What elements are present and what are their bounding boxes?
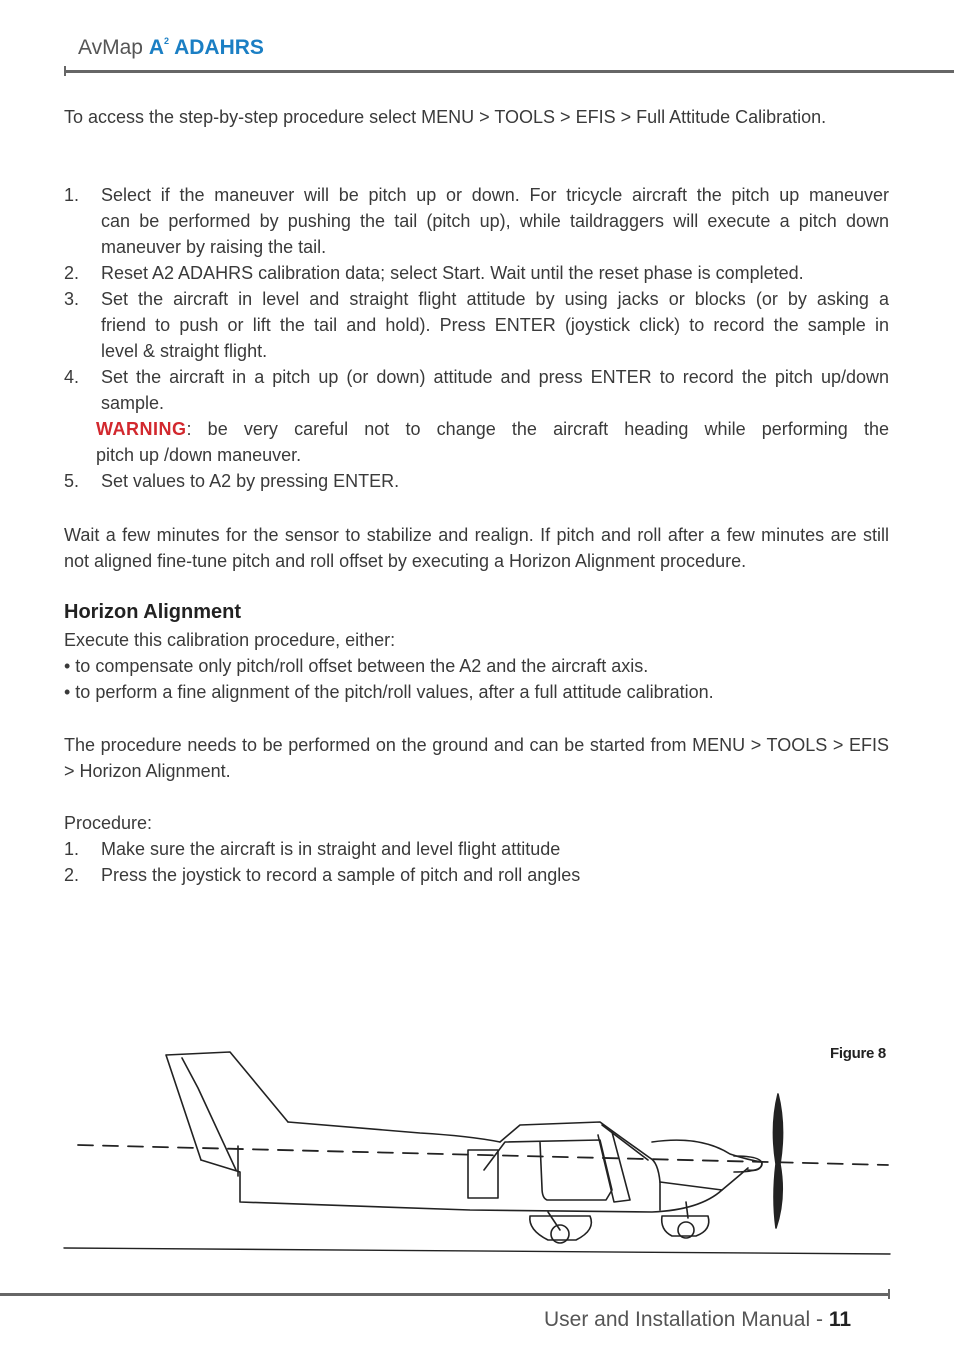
warning-note: WARNING: be very careful not to change the aircraft heading while performing the pitch up /down maneuver. [96, 419, 889, 465]
realign-paragraph: Wait a few minutes for the sensor to stabilize and realign. If pitch and roll after a few minutes are still not aligned fine-tune pitch and roll offset by executing a Horizon Alignment procedure. [64, 525, 889, 571]
step-number: 1. [64, 839, 80, 859]
intro-paragraph: To access the step-by-step procedure select MENU > TOOLS > EFIS > Full Attitude Calibration. [64, 107, 827, 127]
step-number: 1. [64, 185, 80, 205]
step-number: 2. [64, 865, 80, 885]
horizon-intro: Execute this calibration procedure, either: • to compensate only pitch/roll offset between the A2 and the aircraft axis. • to perform a fine alignment of the pitch/roll values, after a full attitude calibration. [64, 627, 889, 705]
page-number: 11 [828, 1308, 852, 1331]
propeller [773, 1094, 782, 1228]
step-4: Set the aircraft in a pitch up (or down) attitude and press ENTER to record the pitch up/down sample. [101, 367, 889, 413]
step-1: Select if the maneuver will be pitch up or down. For tricycle aircraft the pitch up maneuver can be performed by pushing the tail (pitch up), while taildraggers will execute a pitch down maneuver by raising the tail. [101, 185, 889, 257]
cowling [652, 1140, 762, 1190]
section-heading: Horizon Alignment [64, 601, 242, 623]
footer-rule-tick [888, 1289, 890, 1299]
procedure-step-2: Press the joystick to record a sample of pitch and roll angles [101, 865, 581, 885]
header-brand [78, 36, 264, 60]
procedure-label: Procedure: [64, 813, 153, 833]
header-rule [64, 70, 954, 73]
aircraft-figure [0, 1030, 954, 1270]
procedure-step-1: Make sure the aircraft is in straight and level flight attitude [101, 839, 561, 859]
step-3: Set the aircraft in level and straight flight attitude by using jacks or blocks (or by asking a friend to push or lift the tail and hold). Press ENTER (joystick click) to record the sample in level & straight flight. [101, 289, 889, 361]
calibration-steps [64, 182, 889, 502]
tail-fin [166, 1052, 288, 1170]
windshield [602, 1125, 648, 1160]
step-number: 2. [64, 263, 80, 283]
step-number: 5. [64, 471, 80, 491]
main-gear [530, 1212, 592, 1240]
ground-paragraph: The procedure needs to be performed on the ground and can be started from MENU > TOOLS > EFIS > Horizon Alignment. [64, 735, 889, 781]
step-5: Set values to A2 by pressing ENTER. [101, 471, 400, 491]
figure-label: Figure 8 [830, 1045, 886, 1062]
bullet-item: • to compensate only pitch/roll offset between the A2 and the aircraft axis. [64, 656, 649, 676]
step-number: 3. [64, 289, 80, 309]
step-2: Reset A2 ADAHRS calibration data; select Start. Wait until the reset phase is completed. [101, 263, 804, 283]
cabin [500, 1122, 660, 1182]
header-rule-tick [64, 66, 66, 76]
side-window [484, 1140, 612, 1200]
step-number: 4. [64, 367, 80, 387]
warning-label: WARNING [96, 419, 187, 439]
product-name: $A^2$ ADAHRS [148, 36, 264, 59]
procedure-block [64, 810, 889, 885]
footer-rule [0, 1293, 890, 1296]
brand-name: AvMap [78, 36, 143, 59]
footer-title: User and Installation Manual - 11 [544, 1308, 852, 1331]
ground-line [64, 1248, 890, 1254]
bullet-item: • to perform a fine alignment of the pitch/roll values, after a full attitude calibration. [64, 682, 714, 702]
